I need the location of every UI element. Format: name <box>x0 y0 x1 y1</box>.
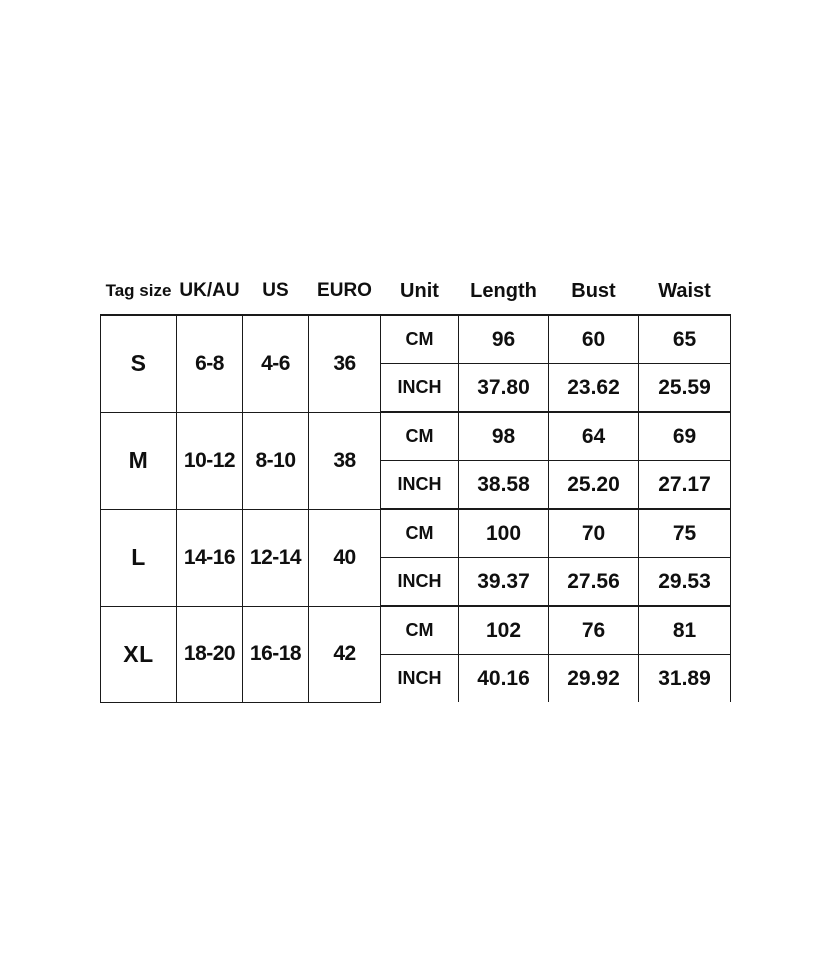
waist-value-inch: 31.89 <box>639 655 731 703</box>
unit-label-cm: CM <box>381 509 459 558</box>
length-value-cm: 96 <box>459 315 549 364</box>
size-chart-container <box>100 268 730 703</box>
bust-value-inch: 29.92 <box>549 655 639 703</box>
column-header-uk-au: UK/AU <box>177 268 243 315</box>
euro-value-s: 36 <box>309 315 381 412</box>
column-header-unit: Unit <box>381 268 459 315</box>
length-value-inch: 39.37 <box>459 558 549 607</box>
table-row <box>101 412 731 461</box>
column-header-us: US <box>243 268 309 315</box>
unit-label-cm: CM <box>381 315 459 364</box>
unit-label-inch: INCH <box>381 461 459 510</box>
ukau-value-l: 14-16 <box>177 509 243 606</box>
waist-value-cm: 65 <box>639 315 731 364</box>
bust-value-cm: 76 <box>549 606 639 655</box>
euro-value-m: 38 <box>309 412 381 509</box>
unit-label-inch: INCH <box>381 558 459 607</box>
waist-value-inch: 27.17 <box>639 461 731 510</box>
waist-value-inch: 25.59 <box>639 364 731 413</box>
column-header-length: Length <box>459 268 549 315</box>
ukau-value-xl: 18-20 <box>177 606 243 702</box>
table-row <box>101 509 731 558</box>
waist-value-cm: 69 <box>639 412 731 461</box>
euro-value-xl: 42 <box>309 606 381 702</box>
column-header-waist: Waist <box>639 268 731 315</box>
bust-value-cm: 70 <box>549 509 639 558</box>
unit-label-inch: INCH <box>381 655 459 703</box>
euro-value-l: 40 <box>309 509 381 606</box>
size-chart-table <box>100 268 731 703</box>
length-value-cm: 100 <box>459 509 549 558</box>
waist-value-cm: 81 <box>639 606 731 655</box>
column-header-tag-size: Tag size <box>101 268 177 315</box>
us-value-s: 4-6 <box>243 315 309 412</box>
column-header-euro: EURO <box>309 268 381 315</box>
us-value-m: 8-10 <box>243 412 309 509</box>
size-label-s: S <box>101 315 177 412</box>
length-value-inch: 37.80 <box>459 364 549 413</box>
length-value-cm: 102 <box>459 606 549 655</box>
waist-value-cm: 75 <box>639 509 731 558</box>
table-row <box>101 606 731 655</box>
unit-label-inch: INCH <box>381 364 459 413</box>
column-header-bust: Bust <box>549 268 639 315</box>
us-value-xl: 16-18 <box>243 606 309 702</box>
bust-value-cm: 64 <box>549 412 639 461</box>
ukau-value-m: 10-12 <box>177 412 243 509</box>
bust-value-cm: 60 <box>549 315 639 364</box>
unit-label-cm: CM <box>381 412 459 461</box>
bust-value-inch: 23.62 <box>549 364 639 413</box>
bust-value-inch: 27.56 <box>549 558 639 607</box>
size-label-m: M <box>101 412 177 509</box>
waist-value-inch: 29.53 <box>639 558 731 607</box>
length-value-cm: 98 <box>459 412 549 461</box>
ukau-value-s: 6-8 <box>177 315 243 412</box>
table-header-row <box>101 268 731 315</box>
length-value-inch: 38.58 <box>459 461 549 510</box>
table-row <box>101 315 731 364</box>
bust-value-inch: 25.20 <box>549 461 639 510</box>
us-value-l: 12-14 <box>243 509 309 606</box>
unit-label-cm: CM <box>381 606 459 655</box>
size-label-xl: XL <box>101 606 177 702</box>
length-value-inch: 40.16 <box>459 655 549 703</box>
size-label-l: L <box>101 509 177 606</box>
